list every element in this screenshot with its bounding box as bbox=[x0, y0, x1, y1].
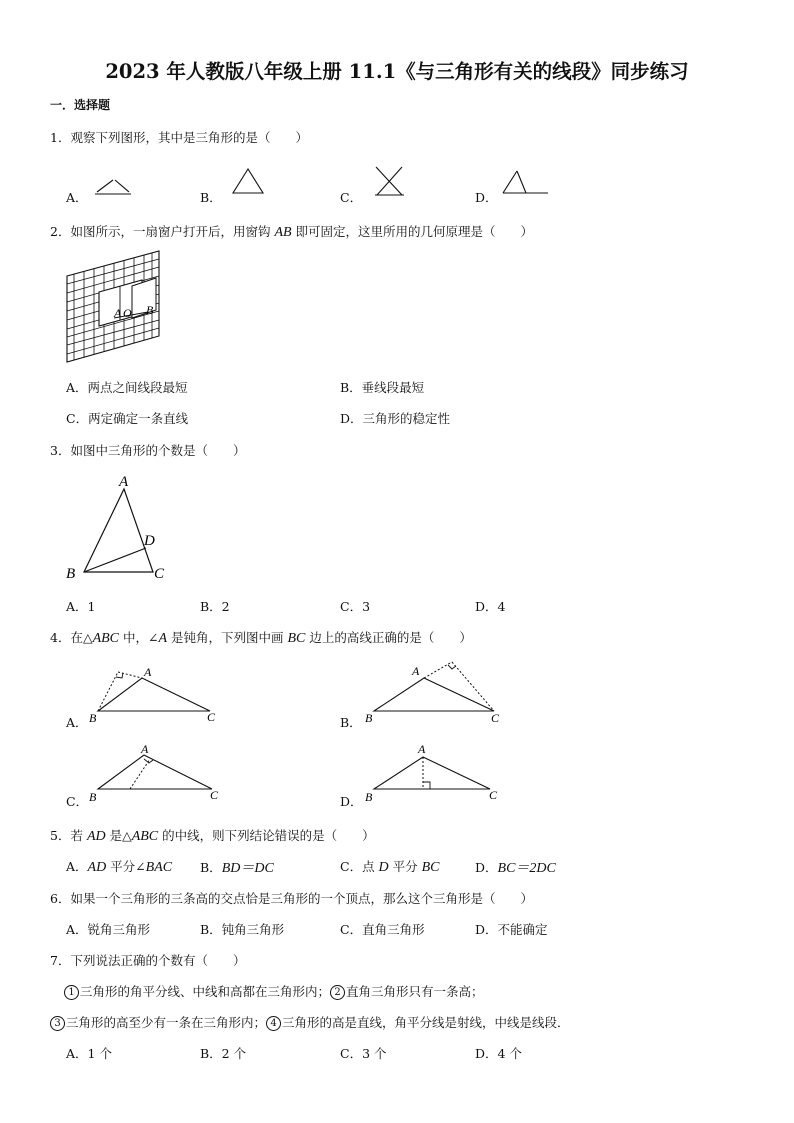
q2-segment-ab: AB bbox=[274, 225, 292, 240]
q7-statement-3: 三角形的高至少有一条在三角形内； bbox=[66, 1015, 267, 1030]
q5a-prefix: A． bbox=[66, 859, 88, 874]
q3-triangle-figure bbox=[62, 470, 172, 584]
q2-label-a: A bbox=[114, 306, 122, 320]
q1-option-b: B． bbox=[200, 190, 222, 205]
q4c-label-b: B bbox=[89, 790, 97, 804]
q4-side-name: BC bbox=[287, 631, 306, 646]
q6-option-c: C．直角三角形 bbox=[340, 922, 425, 937]
q2-option-a: A．两点之间线段最短 bbox=[66, 380, 188, 395]
section-heading: 一．选择题 bbox=[50, 98, 111, 112]
q5-option-a bbox=[66, 857, 172, 876]
q7-statement-1: 三角形的角平分线、中线和高都在三角形内； bbox=[80, 984, 331, 999]
q4a-label-c: C bbox=[207, 710, 216, 724]
q7-option-a: A．1 个 bbox=[66, 1046, 112, 1061]
q4-angle-name: A bbox=[158, 631, 168, 646]
q5-stem-part: 的中线，则下列结论错误的是（ ） bbox=[158, 828, 375, 843]
q3-option-c: C．3 bbox=[340, 599, 371, 614]
q5c-var: D bbox=[378, 860, 389, 875]
q4-option-b: B． bbox=[340, 715, 362, 730]
q1-option-a: A． bbox=[66, 190, 88, 205]
q2-stem-part: 即可固定，这里所用的几何原理是（ ） bbox=[291, 224, 534, 239]
q4b-label-c: C bbox=[491, 711, 500, 725]
circled-number-3: 3 bbox=[50, 1016, 65, 1031]
q2-stem bbox=[50, 222, 533, 241]
q4c-label-a: A bbox=[141, 742, 149, 756]
q4d-label-b: B bbox=[365, 790, 373, 804]
q3-option-d: D．4 bbox=[475, 599, 506, 614]
q5a-text: 平分∠ bbox=[106, 859, 146, 874]
q1-option-c: C． bbox=[340, 190, 363, 205]
q7-statement-2: 直角三角形只有一条高； bbox=[346, 984, 484, 999]
circled-number-2: 2 bbox=[330, 985, 345, 1000]
circled-number-1: 1 bbox=[64, 985, 79, 1000]
q1-figure-c bbox=[372, 164, 406, 198]
q3-label-b: B bbox=[66, 566, 76, 582]
q5-option-b bbox=[200, 857, 274, 877]
q4d-label-c: C bbox=[489, 788, 498, 802]
q7-statement-4: 三角形的高是直线，角平分线是射线，中线是线段． bbox=[282, 1015, 570, 1030]
q7-statements-line2 bbox=[50, 1013, 570, 1031]
q3-label-d: D bbox=[144, 533, 155, 549]
q4-triangle-name: ABC bbox=[92, 631, 120, 646]
q2-label-o: O bbox=[123, 306, 132, 320]
q4b-label-a: A bbox=[412, 664, 420, 678]
q5b-prefix: B． bbox=[200, 860, 222, 875]
q5-option-c bbox=[340, 857, 440, 876]
q4a-label-a: A bbox=[144, 665, 152, 679]
q5c-prefix: C．点 bbox=[340, 859, 379, 874]
q6-option-a: A．锐角三角形 bbox=[66, 922, 151, 937]
q4-option-a: A． bbox=[66, 715, 88, 730]
q5c-text: 平分 bbox=[388, 859, 422, 874]
q5a-var: BAC bbox=[145, 860, 173, 875]
q4d-label-a: A bbox=[418, 742, 426, 756]
q1-option-d: D． bbox=[475, 190, 498, 205]
q5-triangle-name: ABC bbox=[131, 829, 159, 844]
q4-stem bbox=[50, 628, 472, 647]
q5d-expr: BC＝2DC bbox=[497, 861, 556, 876]
q5-stem bbox=[50, 826, 375, 845]
q4-figure-b bbox=[362, 650, 510, 726]
q4-stem-part: 边上的高线正确的是（ ） bbox=[305, 630, 472, 645]
q5-stem-part: 5．若 bbox=[50, 828, 87, 843]
q5-option-d bbox=[475, 857, 556, 877]
q1-figure-d bbox=[500, 168, 550, 196]
q1-figure-b bbox=[230, 166, 266, 196]
q7-stem: 7．下列说法正确的个数有（ ） bbox=[50, 953, 246, 968]
q1-stem: 1．观察下列图形，其中是三角形的是（ ） bbox=[50, 130, 308, 145]
q1-figure-a bbox=[93, 176, 133, 196]
q4-figure-d bbox=[362, 740, 510, 806]
q7-option-b: B．2 个 bbox=[200, 1046, 247, 1061]
q5d-prefix: D． bbox=[475, 860, 498, 875]
q2-option-c: C．两定确定一条直线 bbox=[66, 411, 189, 426]
q6-stem: 6．如果一个三角形的三条高的交点恰是三角形的一个顶点，那么这个三角形是（ ） bbox=[50, 891, 533, 906]
q5a-var: AD bbox=[87, 860, 107, 875]
q2-label-b: B bbox=[146, 303, 154, 317]
q2-option-b: B．垂线段最短 bbox=[340, 380, 425, 395]
q2-window-figure bbox=[64, 248, 164, 366]
q4b-label-b: B bbox=[365, 711, 373, 725]
q4-option-c: C． bbox=[66, 794, 89, 809]
page-title: 2023 年人教版八年级上册 11.1《与三角形有关的线段》同步练习 bbox=[105, 60, 689, 83]
q4a-label-b: B bbox=[89, 711, 97, 725]
q5c-var: BC bbox=[421, 860, 440, 875]
circled-number-4: 4 bbox=[266, 1016, 281, 1031]
q6-option-d: D．不能确定 bbox=[475, 922, 548, 937]
q4-option-d: D． bbox=[340, 794, 363, 809]
q4-figure-c bbox=[86, 742, 226, 806]
q3-label-a: A bbox=[119, 474, 129, 490]
q3-option-b: B．2 bbox=[200, 599, 230, 614]
q3-label-c: C bbox=[154, 566, 165, 582]
q5-median-name: AD bbox=[86, 829, 106, 844]
q5b-expr: BD＝DC bbox=[221, 861, 274, 876]
q4c-label-c: C bbox=[210, 788, 219, 802]
q5-stem-part: 是△ bbox=[105, 828, 132, 843]
q6-option-b: B．钝角三角形 bbox=[200, 922, 285, 937]
q4-figure-a bbox=[86, 660, 226, 726]
q7-option-c: C．3 个 bbox=[340, 1046, 387, 1061]
q2-stem-part: 2．如图所示，一扇窗户打开后，用窗钩 bbox=[50, 224, 275, 239]
q7-statements-line1 bbox=[64, 982, 484, 1000]
q3-stem: 3．如图中三角形的个数是（ ） bbox=[50, 443, 246, 458]
q4-stem-part: 是钝角，下列图中画 bbox=[167, 630, 288, 645]
q7-option-d: D．4 个 bbox=[475, 1046, 522, 1061]
q3-option-a: A．1 bbox=[66, 599, 96, 614]
q4-stem-part: 中，∠ bbox=[119, 630, 159, 645]
q2-option-d: D．三角形的稳定性 bbox=[340, 411, 451, 426]
q4-stem-part: 4．在△ bbox=[50, 630, 93, 645]
